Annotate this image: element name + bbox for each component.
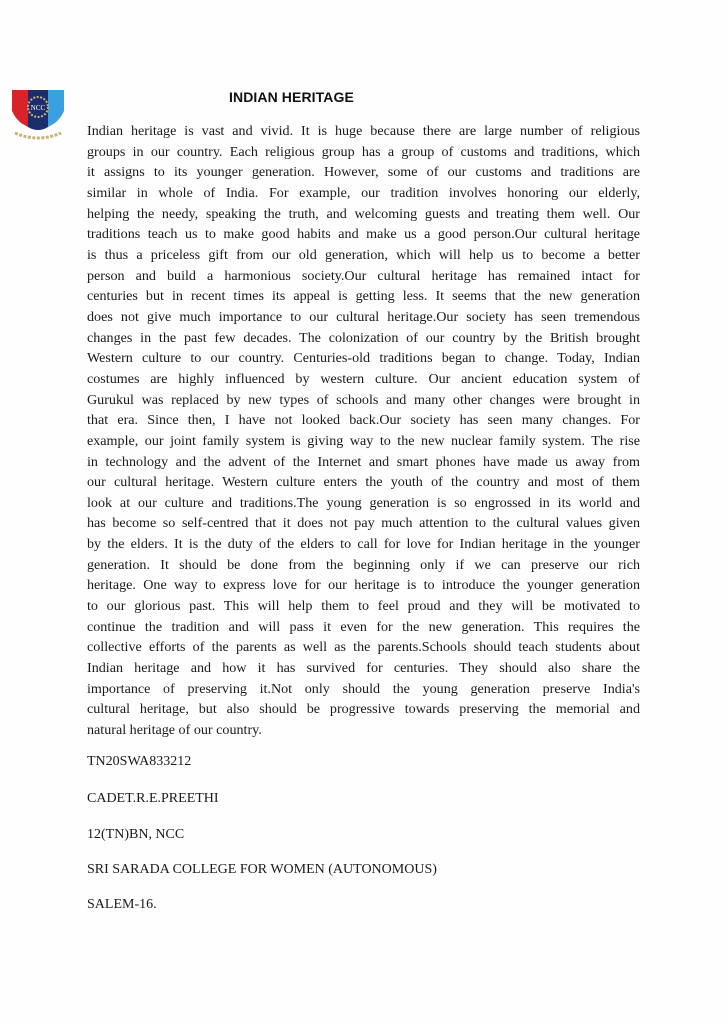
body-line: by the elders. It is the duty of the elders to call for love for Indian heritage in the younger (87, 536, 640, 553)
college-name: SRI SARADA COLLEGE FOR WOMEN (AUTONOMOUS) (87, 862, 437, 877)
body-line: has become so self-centred that it does not pay much attention to the cultural values given (87, 515, 640, 532)
cadet-name: CADET.R.E.PREETHI (87, 791, 219, 806)
body-line: traditions teach us to make good habits and make us a good person.Our cultural heritage (87, 226, 640, 243)
unit-name: 12(TN)BN, NCC (87, 827, 185, 842)
body-line: collective efforts of the parents as well as the parents.Schools should teach students about (87, 639, 640, 656)
body-line: our cultural heritage. Western culture enters the youth of the country and most of them (87, 474, 640, 491)
essay-body (87, 121, 640, 741)
body-line: groups in our country. Each religious group has a group of customs and traditions, which (87, 143, 640, 160)
body-line: person and build a harmonious society.Our cultural heritage has remained intact for (87, 267, 640, 284)
body-line: Western culture to our country. Centuries-old traditions began to change. Today, Indian (87, 350, 640, 367)
city-name: SALEM-16. (87, 897, 157, 912)
body-line: Gurukul was replaced by new types of schools and many other changes were brought in (87, 391, 640, 408)
body-line: centuries but in recent times its appeal is getting less. It seems that the new generation (87, 288, 640, 305)
body-line: changes in the past few decades. The colonization of our country by the British brought (87, 329, 640, 346)
body-line: is thus a priceless gift from our old generation, which will help us to become a better (87, 246, 640, 263)
body-line: in technology and the advent of the Internet and smart phones have made us away from (87, 453, 640, 470)
body-line: does not give much importance to our cultural heritage.Our society has seen tremendous (87, 308, 640, 325)
body-line: generation. It should be done from the beginning only if we can preserve our rich (87, 556, 640, 573)
ncc-crest-icon (9, 87, 67, 145)
svg-text:NCC: NCC (30, 104, 46, 112)
body-line: Indian heritage is vast and vivid. It is huge because there are large number of religious (87, 123, 640, 139)
body-line: it assigns to its younger generation. However, some of our customs and traditions are (87, 164, 640, 181)
body-line: look at our culture and traditions.The young generation is so engrossed in its world and (87, 494, 640, 511)
body-line: importance of preserving it.Not only should the young generation preserve India's (87, 680, 640, 697)
body-line: natural heritage of our country. (87, 722, 262, 739)
body-line: to our glorious past. This will help them to feel proud and they will be motivated to (87, 598, 640, 615)
body-line: continue the tradition and will pass it even for the new generation. This requires the (87, 618, 640, 635)
document-title: INDIAN HERITAGE (229, 89, 354, 105)
body-line: helping the needy, speaking the truth, and welcoming guests and treating them well. Our (87, 205, 640, 222)
body-line: Indian heritage and how it has survived for centuries. They should also share the (87, 660, 640, 677)
cadet-id: TN20SWA833212 (87, 754, 192, 769)
body-line: example, our joint family system is giving way to the new nuclear family system. The rise (87, 432, 640, 449)
body-line: heritage. One way to express love for our heritage is to introduce the younger generation (87, 577, 640, 594)
body-line: that era. Since then, I have not looked back.Our society has seen many changes. For (87, 412, 640, 429)
body-line: costumes are highly influenced by western culture. Our ancient education system of (87, 370, 640, 387)
body-line: similar in whole of India. For example, our tradition involves honoring our elderly, (87, 184, 640, 201)
body-line: cultural heritage, but also should be progressive towards preserving the memorial and (87, 701, 640, 718)
